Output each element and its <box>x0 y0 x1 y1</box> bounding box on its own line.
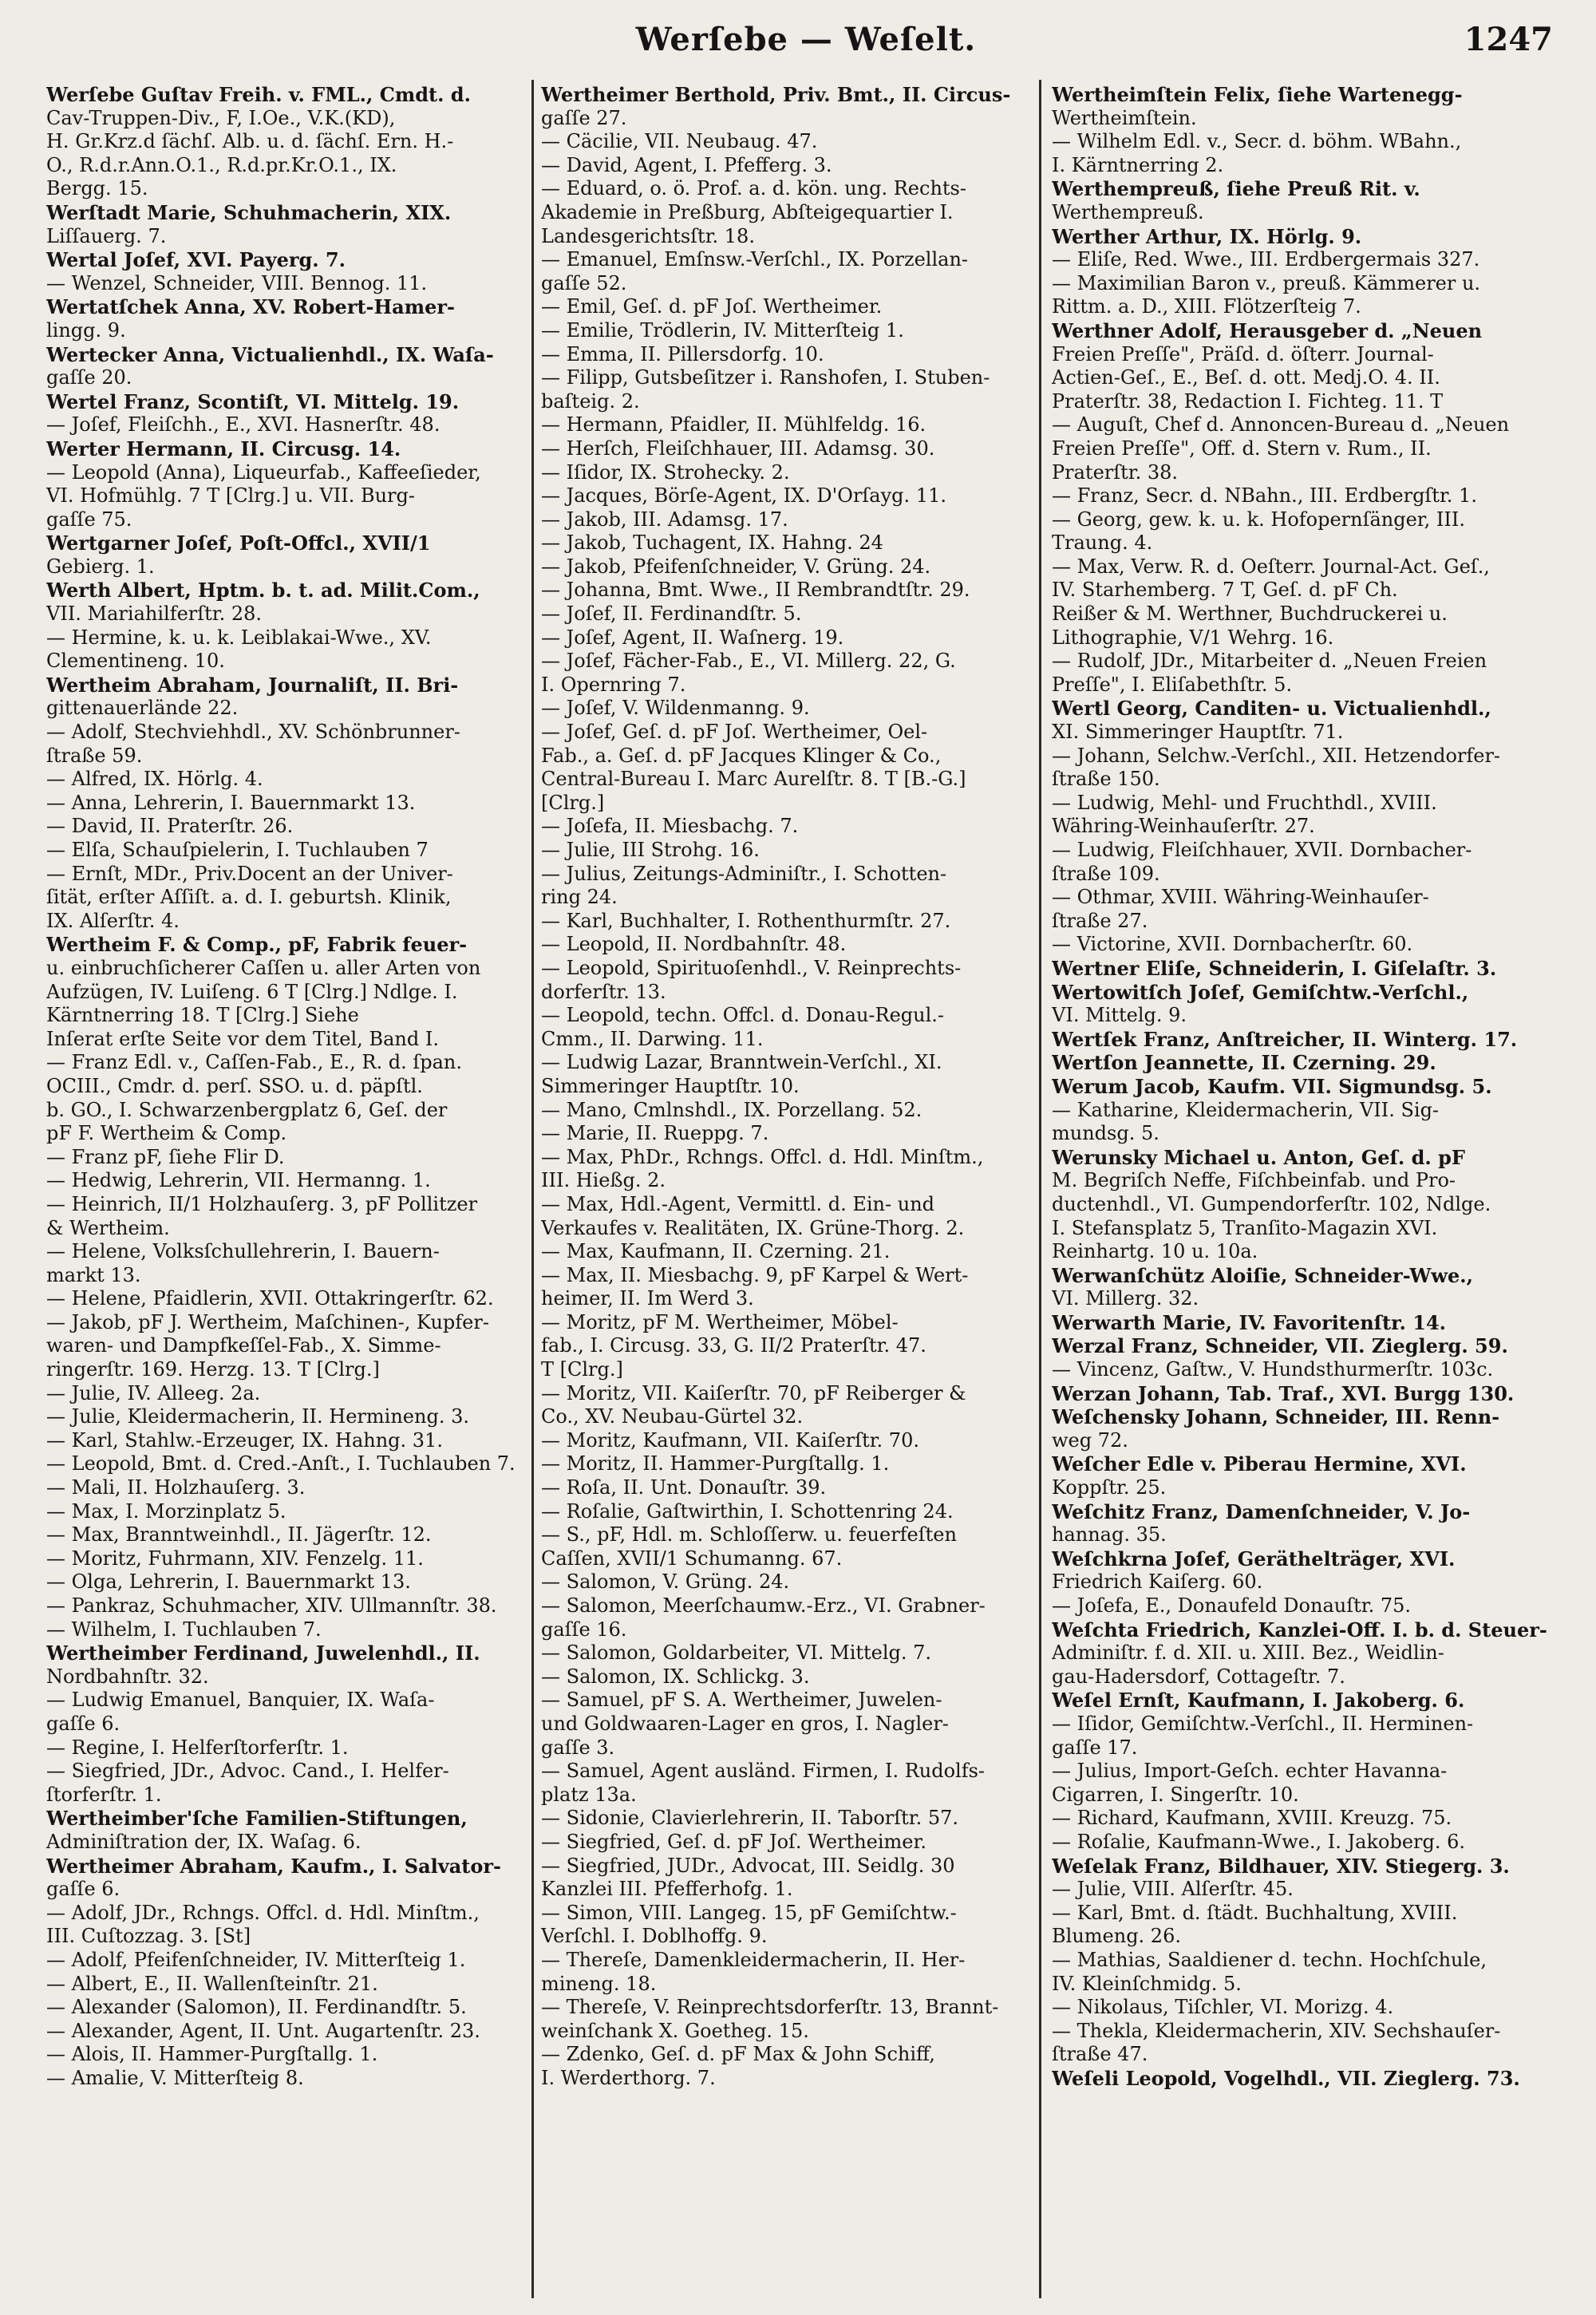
entry-head-line: Wertheim F. & Comp., pF, Fabrik feuer- <box>46 933 468 957</box>
entry-head-line: Werwarth Marie, IV. Favoritenſtr. 14. <box>1052 1310 1446 1334</box>
entry-line: — Salomon, V. Grüng. 24. <box>541 1570 790 1594</box>
entry-line: XI. Simmeringer Hauptſtr. 71. <box>1052 721 1344 744</box>
entry-line: — Leopold, II. Nordbahnſtr. 48. <box>541 933 847 956</box>
entry-line: — Alexander, Agent, II. Unt. Augartenſtr. 23. <box>46 2019 480 2042</box>
entry-line: Nordbahnſtr. 32. <box>46 1665 209 1688</box>
entry-line: Central-Bureau I. Marc Aurelſtr. 8. T [B.-G.] <box>541 768 966 791</box>
entry-line: Liſſauerg. 7. <box>46 224 167 247</box>
entry-line: IV. Starhemberg. 7 T, Geſ. d. pF Ch. <box>1052 579 1398 602</box>
entry-head-line: Wertner Eliſe, Schneiderin, I. Giſelaſtr. 3. <box>1052 956 1497 980</box>
entry-line: b. GO., I. Schwarzenbergplatz 6, Geſ. der <box>46 1098 448 1121</box>
entry-line: — Johann, Selchw.-Verſchl., XII. Hetzendorfer- <box>1052 744 1501 767</box>
entry-line: — Leopold (Anna), Liqueurfab., Kaffeeſieder, <box>46 460 481 484</box>
entry-line: I. Werderthorg. 7. <box>541 2066 716 2089</box>
entry-line: — Moritz, II. Hammer-Purgſtallg. 1. <box>541 1452 890 1476</box>
entry-head-line: Weſchitz Franz, Damenſchneider, V. Jo- <box>1052 1499 1471 1523</box>
entry-line: — Joſef, II. Ferdinandſtr. 5. <box>541 602 802 626</box>
entry-line: Praterſtr. 38, Redaction I. Fichteg. 11. T <box>1052 389 1444 413</box>
entry-line: VI. Millerg. 32. <box>1052 1287 1199 1310</box>
entry-line: Gebierg. 1. <box>46 555 155 578</box>
entry-line: gaſſe 17. <box>1052 1736 1138 1759</box>
entry-line: Akademie in Preßburg, Abſteigequartier I. <box>541 200 954 223</box>
entry-line: — Zdenko, Geſ. d. pF Max & John Schiff, <box>541 2043 935 2066</box>
entry-head-line: Wertheimer Berthold, Priv. Bmt., II. Circus- <box>541 83 1011 106</box>
entry-line: — Heinrich, II/1 Holzhauſerg. 3, pF Pollitzer <box>46 1192 478 1215</box>
entry-line: — S., pF, Hdl. m. Schloſſerw. u. feuerfeſten <box>541 1523 957 1547</box>
entry-line: Wertheimſtein. <box>1052 106 1197 129</box>
entry-line: — Moritz, pF M. Wertheimer, Möbel- <box>541 1310 899 1333</box>
entry-head-line: Wertheimer Abraham, Kaufm., I. Salvator- <box>46 1854 501 1878</box>
entry-line: Adminiſtr. f. d. XII. u. XIII. Bez., Weidlin- <box>1052 1641 1444 1665</box>
page-number: 1247 <box>1464 21 1553 58</box>
entry-line: — Wenzel, Schneider, VIII. Bennog. 11. <box>46 271 428 294</box>
entry-line: [Clrg.] <box>541 791 605 814</box>
entry-line: heimer, II. Im Werd 3. <box>541 1287 754 1310</box>
entry-line: — Eliſe, Red. Wwe., III. Erdbergermais 327. <box>1052 248 1480 271</box>
entry-line: weinſchank X. Goetheg. 15. <box>541 2019 809 2042</box>
entry-line: — Nikolaus, Tiſchler, VI. Morizg. 4. <box>1052 1996 1394 2019</box>
entry-line: — Katharine, Kleidermacherin, VII. Sig- <box>1052 1098 1440 1121</box>
entry-line: — Vincenz, Gaſtw., V. Hundsthurmerſtr. 103c. <box>1052 1358 1494 1381</box>
entry-line: — Mano, Cmlnshdl., IX. Porzellang. 52. <box>541 1098 922 1121</box>
entry-head-line: Wertheimber'ſche Familien-Stiftungen, <box>46 1807 468 1831</box>
entry-line: — Hermann, Pfaidler, II. Mühlfeldg. 16. <box>541 413 926 437</box>
entry-line: — Auguſt, Chef d. Annoncen-Bureau d. „Neuen <box>1052 413 1510 437</box>
entry-line: — Herſch, Fleiſchhauer, III. Adamsg. 30. <box>541 437 935 460</box>
entry-line: Kärntnerring 18. T [Clrg.] Siehe <box>46 1004 359 1027</box>
entry-line: — Jacques, Börſe-Agent, IX. D'Orſayg. 11. <box>541 484 946 508</box>
entry-line: — Jakob, Tuchagent, IX. Hahng. 24 <box>541 531 883 555</box>
entry-line: — Adolf, Stechviehhdl., XV. Schönbrunner- <box>46 721 460 744</box>
entry-line: — Emilie, Trödlerin, IV. Mitterſteig 1. <box>541 318 904 342</box>
entry-line: ductenhdl., VI. Gumpendorferſtr. 102, Ndlge. <box>1052 1192 1491 1215</box>
entry-head-line: Weſelak Franz, Bildhauer, XIV. Stiegerg. 3. <box>1052 1854 1510 1878</box>
entry-head-line: Werzan Johann, Tab. Traf., XVI. Burgg 130. <box>1052 1381 1515 1405</box>
entry-head-line: Wertl Georg, Canditen- u. Victualienhdl., <box>1052 697 1491 721</box>
entry-line: Freien Preſſe", Off. d. Stern v. Rum., II. <box>1052 437 1432 460</box>
entry-line: — Max, Kaufmann, II. Czerning. 21. <box>541 1240 891 1263</box>
entry-line: — Iſidor, IX. Strohecky. 2. <box>541 460 790 484</box>
entry-line: Rittm. a. D., XIII. Flötzerſteig 7. <box>1052 295 1361 318</box>
entry-line: ſtraße 59. <box>46 744 143 767</box>
entry-line: — Max, I. Morzinplatz 5. <box>46 1499 286 1523</box>
entry-line: — Maximilian Baron v., preuß. Kämmerer u. <box>1052 271 1481 294</box>
entry-line: gittenauerlände 22. <box>46 697 239 720</box>
column-right <box>1045 83 1564 2293</box>
entry-line: — Georg, gew. k. u. k. Hofopernſänger, III. <box>1052 508 1465 531</box>
entry-line: — Ludwig Lazar, Branntwein-Verſchl., XI. <box>541 1051 942 1074</box>
entry-line: — Johanna, Bmt. Wwe., II Rembrandtſtr. 29. <box>541 579 970 602</box>
entry-line: — Hermine, k. u. k. Leiblakai-Wwe., XV. <box>46 626 432 649</box>
entry-line: — Filipp, Gutsbeſitzer i. Ranshofen, I. Stuben- <box>541 366 990 389</box>
entry-line: — Salomon, Meerſchaumw.-Erz., VI. Grabner- <box>541 1594 986 1617</box>
entry-line: Koppſtr. 25. <box>1052 1476 1167 1499</box>
entry-line: lingg. 9. <box>46 318 126 342</box>
entry-line: — Mali, II. Holzhauſerg. 3. <box>46 1476 306 1499</box>
entry-line: — Hedwig, Lehrerin, VII. Hermanng. 1. <box>46 1169 431 1192</box>
entry-line: Cigarren, I. Singerſtr. 10. <box>1052 1783 1299 1806</box>
entry-line: — Adolf, JDr., Rchngs. Offcl. d. Hdl. Minſtm., <box>46 1901 480 1924</box>
entry-line: gaſſe 3. <box>541 1736 615 1759</box>
entry-head-line: Weſchensky Johann, Schneider, III. Renn- <box>1052 1405 1500 1429</box>
entry-line: ſtraße 109. <box>1052 862 1160 885</box>
entry-line: Adminiſtration der, IX. Waſag. 6. <box>46 1830 361 1853</box>
entry-line: — Cäcilie, VII. Neubaug. 47. <box>541 130 818 153</box>
entry-line: — Othmar, XVIII. Währing-Weinhauſer- <box>1052 886 1429 909</box>
entry-line: — Ernſt, MDr., Priv.Docent an der Univer- <box>46 862 453 885</box>
page-header <box>48 18 1564 73</box>
entry-line: Blumeng. 26. <box>1052 1925 1181 1948</box>
entry-line: — Franz Edl. v., Caſſen-Fab., E., R. d. ſpan. <box>46 1051 462 1074</box>
entry-line: — Karl, Bmt. d. ſtädt. Buchhaltung, XVIII. <box>1052 1901 1458 1924</box>
entry-line: — Anna, Lehrerin, I. Bauernmarkt 13. <box>46 791 416 814</box>
entry-line: — Roſalie, Gaſtwirthin, I. Schottenring 24. <box>541 1499 954 1523</box>
entry-line: Traung. 4. <box>1052 531 1153 555</box>
entry-line: — Max, Branntweinhdl., II. Jägerſtr. 12. <box>46 1523 432 1547</box>
entry-line: — David, Agent, I. Pfefferg. 3. <box>541 153 832 176</box>
entry-line: — Adolf, Pfeifenſchneider, IV. Mitterſteig 1. <box>46 1948 466 1971</box>
entry-line: — Albert, E., II. Wallenſteinſtr. 21. <box>46 1972 378 1995</box>
entry-head-line: Werunsky Michael u. Anton, Geſ. d. pF <box>1052 1145 1465 1169</box>
entry-head-line: Werthempreuß, ſiehe Preuß Rit. v. <box>1052 177 1420 201</box>
entry-line: — Thereſe, V. Reinprechtsdorferſtr. 13, Brannt- <box>541 1996 999 2019</box>
entry-line: Clementineng. 10. <box>46 650 225 673</box>
entry-line: — Max, PhDr., Rchngs. Offcl. d. Hdl. Minſtm., <box>541 1145 984 1168</box>
entry-line: gaſſe 52. <box>541 271 627 294</box>
entry-line: — Mathias, Saaldiener d. techn. Hochſchule, <box>1052 1948 1487 1971</box>
entry-line: — Moritz, Fuhrmann, XIV. Fenzelg. 11. <box>46 1547 424 1570</box>
entry-line: baſteig. 2. <box>541 389 640 413</box>
entry-line: — Salomon, IX. Schlickg. 3. <box>541 1665 810 1688</box>
entry-line: platz 13a. <box>541 1783 637 1806</box>
entry-line: — Roſalie, Kaufmann-Wwe., I. Jakoberg. 6. <box>1052 1830 1466 1853</box>
entry-line: ſität, erſter Aſſiſt. a. d. I. geburtsh. Klinik, <box>46 886 452 909</box>
entry-line: Bergg. 15. <box>46 177 148 200</box>
entry-line: — Karl, Buchhalter, I. Rothenthurmſtr. 27. <box>541 909 951 932</box>
entry-line: gaſſe 20. <box>46 366 132 389</box>
entry-line: — Jakob, III. Adamsg. 17. <box>541 508 788 531</box>
entry-line: und Goldwaaren-Lager en gros, I. Nagler- <box>541 1712 949 1735</box>
entry-line: — Alfred, IX. Hörlg. 4. <box>46 768 263 791</box>
entry-line: Inſerat erſte Seite vor dem Titel, Band I. <box>46 1027 439 1050</box>
entry-line: — Max, Verw. R. d. Oeſterr. Journal-Act. Geſ., <box>1052 555 1490 578</box>
entry-head-line: Weſcher Edle v. Piberau Hermine, XVI. <box>1052 1452 1467 1476</box>
entry-line: — Amalie, V. Mitterſteig 8. <box>46 2066 304 2089</box>
entry-line: — Samuel, pF S. A. Wertheimer, Juwelen- <box>541 1689 942 1712</box>
entry-line: — Joſef, Agent, II. Waſnerg. 19. <box>541 626 844 649</box>
entry-head-line: Werthner Adolf, Herausgeber d. „Neuen <box>1052 318 1483 342</box>
entry-line: — Samuel, Agent ausländ. Firmen, I. Rudolfs- <box>541 1760 986 1783</box>
entry-line: gaſſe 16. <box>541 1618 627 1641</box>
entry-head-line: Wertecker Anna, Victualienhdl., IX. Waſa- <box>46 342 494 366</box>
entry-line: — Simon, VIII. Langeg. 15, pF Gemiſchtw.- <box>541 1901 957 1924</box>
entry-line: Praterſtr. 38. <box>1052 460 1179 484</box>
entry-line: Actien-Geſ., E., Beſ. d. ott. Medj.O. 4. II. <box>1052 366 1440 389</box>
entry-line: — Julie, Kleidermacherin, II. Hermineng. 3. <box>46 1405 469 1428</box>
entry-line: M. Begriſch Neffe, Fiſchbeinfab. und Pro- <box>1052 1169 1456 1192</box>
entry-head-line: Wertowitſch Joſef, Gemiſchtw.-Verſchl., <box>1052 980 1469 1004</box>
entry-head-line: Werſtadt Marie, Schuhmacherin, XIX. <box>46 200 452 224</box>
entry-line: IV. Kleinſchmidg. 5. <box>1052 1972 1242 1995</box>
entry-line: VI. Mittelg. 9. <box>1052 1004 1187 1027</box>
entry-line: ſtorferſtr. 1. <box>46 1783 162 1806</box>
entry-line: Werthempreuß. <box>1052 200 1204 223</box>
entry-line: Cav-Truppen-Div., F, I.Oe., V.K.(KD), <box>46 106 396 129</box>
entry-line: pF F. Wertheim & Comp. <box>46 1122 287 1145</box>
entry-line: — Thereſe, Damenkleidermacherin, II. Her- <box>541 1948 966 1971</box>
entry-line: — Alois, II. Hammer-Purgſtallg. 1. <box>46 2043 378 2066</box>
entry-line: Cmm., II. Darwing. 11. <box>541 1027 764 1050</box>
entry-line: Kanzlei III. Pfefferhofg. 1. <box>541 1878 793 1901</box>
entry-line: gaſſe 27. <box>541 106 627 129</box>
entry-line: — David, II. Praterſtr. 26. <box>46 815 294 838</box>
entry-line: — Joſefa, II. Miesbachg. 7. <box>541 815 799 838</box>
entry-line: weg 72. <box>1052 1428 1128 1452</box>
entry-line: — Thekla, Kleidermacherin, XIV. Sechshauſer- <box>1052 2019 1501 2042</box>
entry-line: — Julie, III Strohg. 16. <box>541 839 760 861</box>
entry-line: hannag. 35. <box>1052 1523 1167 1547</box>
entry-line: — Moritz, Kaufmann, VII. Kaiſerſtr. 70. <box>541 1428 919 1452</box>
entry-line: Verſchl. I. Doblhoffg. 9. <box>541 1925 768 1948</box>
entry-line: — Leopold, Spirituoſenhdl., V. Reinprechts- <box>541 956 962 979</box>
entry-line: Lithographie, V/1 Wehrg. 16. <box>1052 626 1334 649</box>
entry-line: — Wilhelm, I. Tuchlauben 7. <box>46 1618 322 1641</box>
entry-line: — Iſidor, Gemiſchtw.-Verſchl., II. Herminen- <box>1052 1712 1474 1735</box>
entry-line: — Ludwig Emanuel, Banquier, IX. Waſa- <box>46 1689 435 1712</box>
entry-line: VI. Hofmühlg. 7 T [Clrg.] u. VII. Burg- <box>46 484 415 508</box>
entry-line: — Ludwig, Fleiſchhauer, XVII. Dornbacher- <box>1052 839 1472 861</box>
entry-line: III. Hießg. 2. <box>541 1169 666 1192</box>
entry-line: — Joſef, V. Wildenmanng. 9. <box>541 697 810 720</box>
entry-line: — Helene, Volksſchullehrerin, I. Bauern- <box>46 1240 440 1263</box>
entry-line: — Pankraz, Schuhmacher, XIV. Ullmannſtr. 38. <box>46 1594 497 1617</box>
column-middle <box>535 83 1045 2293</box>
entry-line: Landesgerichtsſtr. 18. <box>541 224 755 247</box>
entry-line: Freien Preſſe", Präſd. d. öſterr. Journal- <box>1052 342 1434 365</box>
entry-line: — Karl, Stahlw.-Erzeuger, IX. Hahng. 31. <box>46 1428 443 1452</box>
entry-line: — Max, Hdl.-Agent, Vermittl. d. Ein- und <box>541 1192 935 1215</box>
entry-line: Caſſen, XVII/1 Schumanng. 67. <box>541 1547 843 1570</box>
entry-line: — Joſef, Fächer-Fab., E., VI. Millerg. 22, G. <box>541 650 956 673</box>
entry-line: Preſſe", I. Eliſabethſtr. 5. <box>1052 673 1293 696</box>
entry-line: — Ludwig, Mehl- und Fruchthdl., XVIII. <box>1052 791 1437 814</box>
entry-line: I. Kärntnerring 2. <box>1052 153 1224 176</box>
entry-head-line: Werter Hermann, II. Circusg. 14. <box>46 437 401 460</box>
entry-line: — Julius, Zeitungs-Adminiſtr., I. Schotten- <box>541 862 947 885</box>
entry-line: III. Cuſtozzag. 3. [St] <box>46 1925 251 1948</box>
entry-line: u. einbruchſicherer Caſſen u. aller Arten von <box>46 956 481 979</box>
entry-line: gau-Hadersdorf, Cottageſtr. 7. <box>1052 1665 1345 1688</box>
entry-line: ringerſtr. 169. Herzg. 13. T [Clrg.] <box>46 1358 380 1381</box>
entry-line: Fab., a. Geſ. d. pF Jacques Klinger & Co., <box>541 744 942 767</box>
entry-line: Reinhartg. 10 u. 10a. <box>1052 1240 1258 1263</box>
entry-line: — Helene, Pfaidlerin, XVII. Ottakringerſtr. 62. <box>46 1287 494 1310</box>
entry-line: — Roſa, II. Unt. Donauſtr. 39. <box>541 1476 827 1499</box>
entry-line: gaſſe 6. <box>46 1878 120 1901</box>
page-title: Werſebe — Weſelt. <box>635 21 977 58</box>
entry-line: O., R.d.r.Ann.O.1., R.d.pr.Kr.O.1., IX. <box>46 153 397 176</box>
entry-line: — Franz, Secr. d. NBahn., III. Erdbergſtr. 1. <box>1052 484 1477 508</box>
entry-line: — Emma, II. Pillersdorfg. 10. <box>541 342 824 365</box>
entry-line: & Wertheim. <box>46 1216 170 1239</box>
entry-head-line: Werth Albert, Hptm. b. t. ad. Milit.Com., <box>46 579 480 602</box>
entry-line: I. Stefansplatz 5, Tranſito-Magazin XVI. <box>1052 1216 1438 1239</box>
entry-line: — Julie, VIII. Alſerſtr. 45. <box>1052 1878 1294 1901</box>
entry-line: — Siegfried, Geſ. d. pF Joſ. Wertheimer. <box>541 1830 926 1853</box>
entry-line: — Sidonie, Clavierlehrerin, II. Taborſtr. 57. <box>541 1807 959 1830</box>
entry-line: — Emanuel, Emſnsw.-Verſchl., IX. Porzellan- <box>541 248 969 271</box>
entry-head-line: Wertſek Franz, Anſtreicher, II. Winterg. 17. <box>1052 1027 1518 1051</box>
entry-head-line: Wertal Joſef, XVI. Payerg. 7. <box>46 248 346 272</box>
entry-head-line: Werther Arthur, IX. Hörlg. 9. <box>1052 224 1362 248</box>
entry-line: dorferſtr. 13. <box>541 980 666 1003</box>
entry-head-line: Wertatſchek Anna, XV. Robert-Hamer- <box>46 295 456 319</box>
entry-head-line: Wertgarner Joſef, Poſt-Offcl., XVII/1 <box>46 531 431 555</box>
entry-head-line: Wertſon Jeannette, II. Czerning. 29. <box>1052 1051 1436 1075</box>
entry-line: — Salomon, Goldarbeiter, VI. Mittelg. 7. <box>541 1641 932 1665</box>
entry-line: — Olga, Lehrerin, I. Bauernmarkt 13. <box>46 1570 411 1594</box>
entry-head-line: Werzal Franz, Schneider, VII. Zieglerg. 59. <box>1052 1334 1508 1358</box>
entry-line: — Siegfried, JUDr., Advocat, III. Seidlg. 30 <box>541 1854 955 1877</box>
entry-line: waren- und Dampfkeſſel-Fab., X. Simme- <box>46 1334 441 1357</box>
entry-head-line: Weſel Ernſt, Kaufmann, I. Jakoberg. 6. <box>1052 1689 1465 1713</box>
entry-line: — Jakob, pF J. Wertheim, Maſchinen-, Kupfer- <box>46 1310 489 1333</box>
entry-line: Reißer & M. Werthner, Buchdruckerei u. <box>1052 602 1448 626</box>
entry-head-line: Werſebe Guſtav Freih. v. FML., Cmdt. d. <box>46 83 471 106</box>
entry-line: — Jakob, Pfeifenſchneider, V. Grüng. 24. <box>541 555 931 578</box>
entry-line: — Wilhelm Edl. v., Secr. d. böhm. WBahn., <box>1052 130 1462 153</box>
entry-line: gaſſe 75. <box>46 508 132 531</box>
entry-line: — Rudolf, JDr., Mitarbeiter d. „Neuen Freien <box>1052 650 1487 673</box>
entry-line: — Regine, I. Helferſtorferſtr. 1. <box>46 1736 349 1759</box>
entry-line: — Joſef, Geſ. d. pF Joſ. Wertheimer, Oel- <box>541 721 928 744</box>
entry-line: OCIII., Cmdr. d. perſ. SSO. u. d. päpſtl. <box>46 1074 423 1097</box>
entry-line: — Emil, Geſ. d. pF Joſ. Wertheimer. <box>541 295 883 318</box>
entry-line: Aufzügen, IV. Luiſeng. 6 T [Clrg.] Ndlge. I. <box>46 980 458 1003</box>
entry-head-line: Weſeli Leopold, Vogelhdl., VII. Zieglerg. 73. <box>1052 2066 1520 2090</box>
entry-head-line: Werum Jacob, Kaufm. VII. Sigmundsg. 5. <box>1052 1074 1492 1098</box>
entry-line: I. Opernring 7. <box>541 673 686 696</box>
entry-line: ſtraße 27. <box>1052 909 1148 932</box>
entry-line: Friedrich Kaiſerg. 60. <box>1052 1570 1263 1594</box>
entry-line: H. Gr.Krz.d ſächſ. Alb. u. d. ſächſ. Ern. H.- <box>46 130 454 153</box>
entry-line: — Alexander (Salomon), II. Ferdinandſtr. 5. <box>46 1996 467 2019</box>
entry-line: Simmeringer Hauptſtr. 10. <box>541 1074 800 1097</box>
entry-line: — Marie, II. Rueppg. 7. <box>541 1122 769 1145</box>
entry-line: ſtraße 150. <box>1052 768 1160 791</box>
entry-line: gaſſe 6. <box>46 1712 120 1735</box>
entry-line: — Joſef, Fleiſchh., E., XVI. Hasnerſtr. 48. <box>46 413 440 437</box>
entry-line: VII. Mariahilferſtr. 28. <box>46 602 263 626</box>
entry-line: — Siegfried, JDr., Advoc. Cand., I. Helfer- <box>46 1760 449 1783</box>
entry-line: Währing-Weinhauſerſtr. 27. <box>1052 815 1315 838</box>
entry-line: markt 13. <box>46 1263 141 1286</box>
entry-line: — Max, II. Miesbachg. 9, pF Karpel & Wert- <box>541 1263 969 1286</box>
entry-line: Co., XV. Neubau-Gürtel 32. <box>541 1405 804 1428</box>
column-left <box>40 83 535 2293</box>
entry-head-line: Wertel Franz, Scontiſt, VI. Mittelg. 19. <box>46 389 460 413</box>
entry-line: — Richard, Kaufmann, XVIII. Kreuzg. 75. <box>1052 1807 1452 1830</box>
entry-line: — Joſefa, E., Donaufeld Donauſtr. 75. <box>1052 1594 1412 1617</box>
entry-line: IX. Alſerſtr. 4. <box>46 909 180 932</box>
entry-line: — Victorine, XVII. Dornbacherſtr. 60. <box>1052 933 1413 956</box>
entry-line: mineng. 18. <box>541 1972 657 1995</box>
entry-line: — Elſa, Schauſpielerin, I. Tuchlauben 7 <box>46 839 429 861</box>
entry-head-line: Wertheimſtein Felix, ſiehe Wartenegg- <box>1052 83 1463 106</box>
entry-head-line: Werwanſchütz Aloiſie, Schneider-Wwe., <box>1052 1263 1473 1287</box>
entry-head-line: Wertheimber Ferdinand, Juwelenhdl., II. <box>46 1641 480 1665</box>
entry-head-line: Weſchta Friedrich, Kanzlei-Off. I. b. d. Steuer- <box>1052 1618 1547 1641</box>
entry-line: — Julius, Import-Geſch. echter Havanna- <box>1052 1760 1448 1783</box>
entry-head-line: Weſchkrna Joſef, Geräthelträger, XVI. <box>1052 1547 1456 1570</box>
entry-line: — Moritz, VII. Kaiſerſtr. 70, pF Reiberger & <box>541 1381 966 1404</box>
entry-line: — Leopold, Bmt. d. Cred.-Anſt., I. Tuchlauben 7. <box>46 1452 516 1476</box>
entry-line: ring 24. <box>541 886 618 909</box>
entry-line: ſtraße 47. <box>1052 2043 1148 2066</box>
entry-line: — Franz pF, ſiehe Flir D. <box>46 1145 285 1168</box>
entry-head-line: Wertheim Abraham, Journaliſt, II. Bri- <box>46 673 459 697</box>
entry-line: Verkaufes v. Realitäten, IX. Grüne-Thorg. 2. <box>541 1216 965 1239</box>
entry-line: — Eduard, o. ö. Prof. a. d. kön. ung. Rechts- <box>541 177 966 200</box>
entry-line: T [Clrg.] <box>541 1358 623 1381</box>
entry-line: — Julie, IV. Alleeg. 2a. <box>46 1381 261 1404</box>
entry-line: — Leopold, techn. Offcl. d. Donau-Regul.- <box>541 1004 945 1027</box>
entry-line: fab., I. Circusg. 33, G. II/2 Praterſtr. 47. <box>541 1334 926 1357</box>
entry-line: mundsg. 5. <box>1052 1122 1159 1145</box>
